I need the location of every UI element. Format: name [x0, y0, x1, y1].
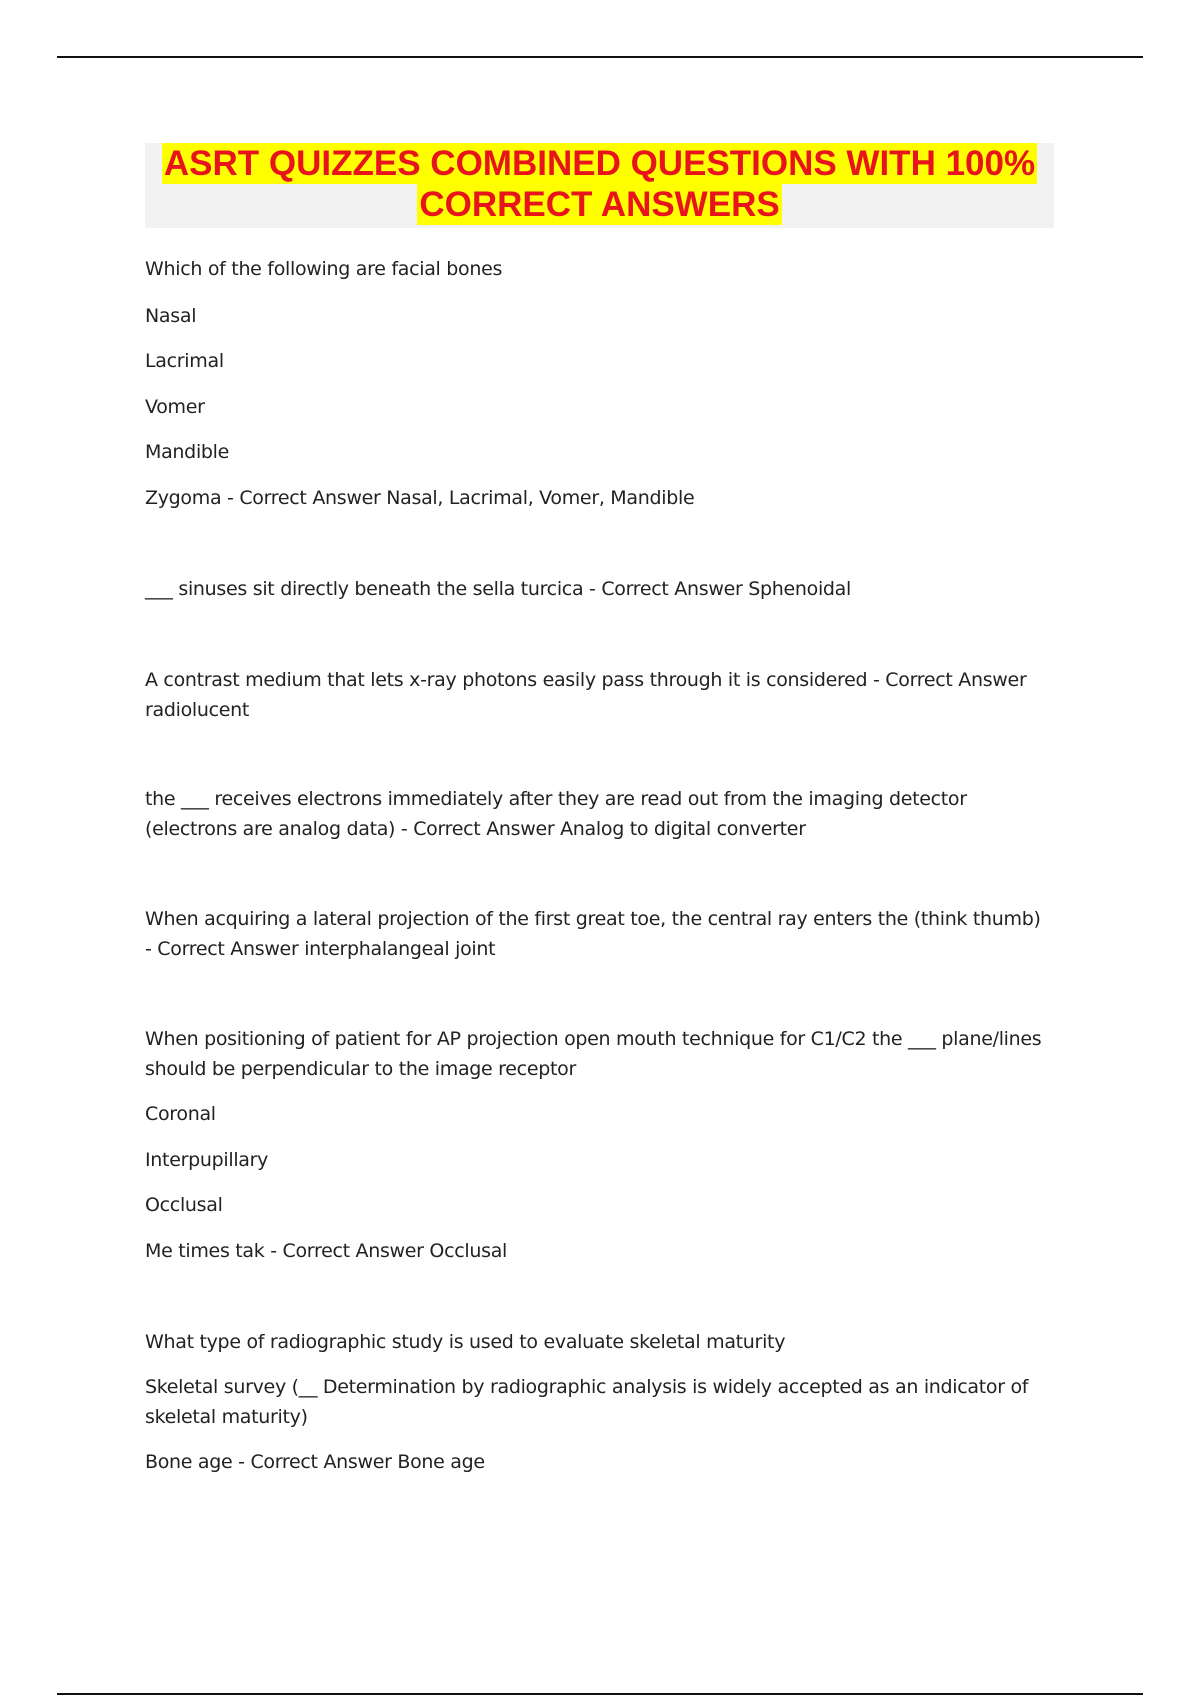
q2-text: ___ sinuses sit directly beneath the sella turcica - Correct Answer Sphenoidal — [145, 578, 852, 600]
q7-question: What type of radiographic study is used to evaluate skeletal maturity — [145, 1331, 786, 1353]
q6-answer: Me times tak - Correct Answer Occlusal — [145, 1240, 508, 1262]
q6-option: Coronal — [145, 1103, 216, 1125]
q6-option: Occlusal — [145, 1194, 223, 1216]
title-line-1: ASRT QUIZZES COMBINED QUESTIONS WITH 100% — [163, 144, 1036, 183]
title-line-2: CORRECT ANSWERS — [419, 185, 780, 224]
q7-answer: Bone age - Correct Answer Bone age — [145, 1451, 485, 1473]
q6-option: Interpupillary — [145, 1149, 269, 1171]
q1-option: Mandible — [145, 441, 230, 463]
q1-question: Which of the following are facial bones — [145, 258, 503, 280]
q4-text: the ___ receives electrons immediately after they are read out from the imaging detector (electrons are analog data) - Correct Answer Analog to digital converter — [145, 788, 967, 840]
q5-text: When acquiring a lateral projection of the first great toe, the central ray enters the (think thumb) - Correct Answer interphalangeal joint — [145, 908, 1041, 960]
q1-answer: Zygoma - Correct Answer Nasal, Lacrimal, Vomer, Mandible — [145, 487, 695, 509]
q1-option: Lacrimal — [145, 350, 224, 372]
q6-question: When positioning of patient for AP projection open mouth technique for C1/C2 the ___ plane/lines should be perpendicular to the image receptor — [145, 1028, 1042, 1080]
bottom-divider — [57, 1693, 1143, 1695]
q1-option: Nasal — [145, 305, 197, 327]
q3-text: A contrast medium that lets x-ray photons easily pass through it is considered - Correct Answer radiolucent — [145, 669, 1027, 721]
q1-option: Vomer — [145, 396, 205, 418]
top-divider — [57, 56, 1143, 58]
document-title — [145, 143, 1054, 228]
q7-detail: Skeletal survey (__ Determination by radiographic analysis is widely accepted as an indicator of skeletal maturity) — [145, 1376, 1029, 1428]
